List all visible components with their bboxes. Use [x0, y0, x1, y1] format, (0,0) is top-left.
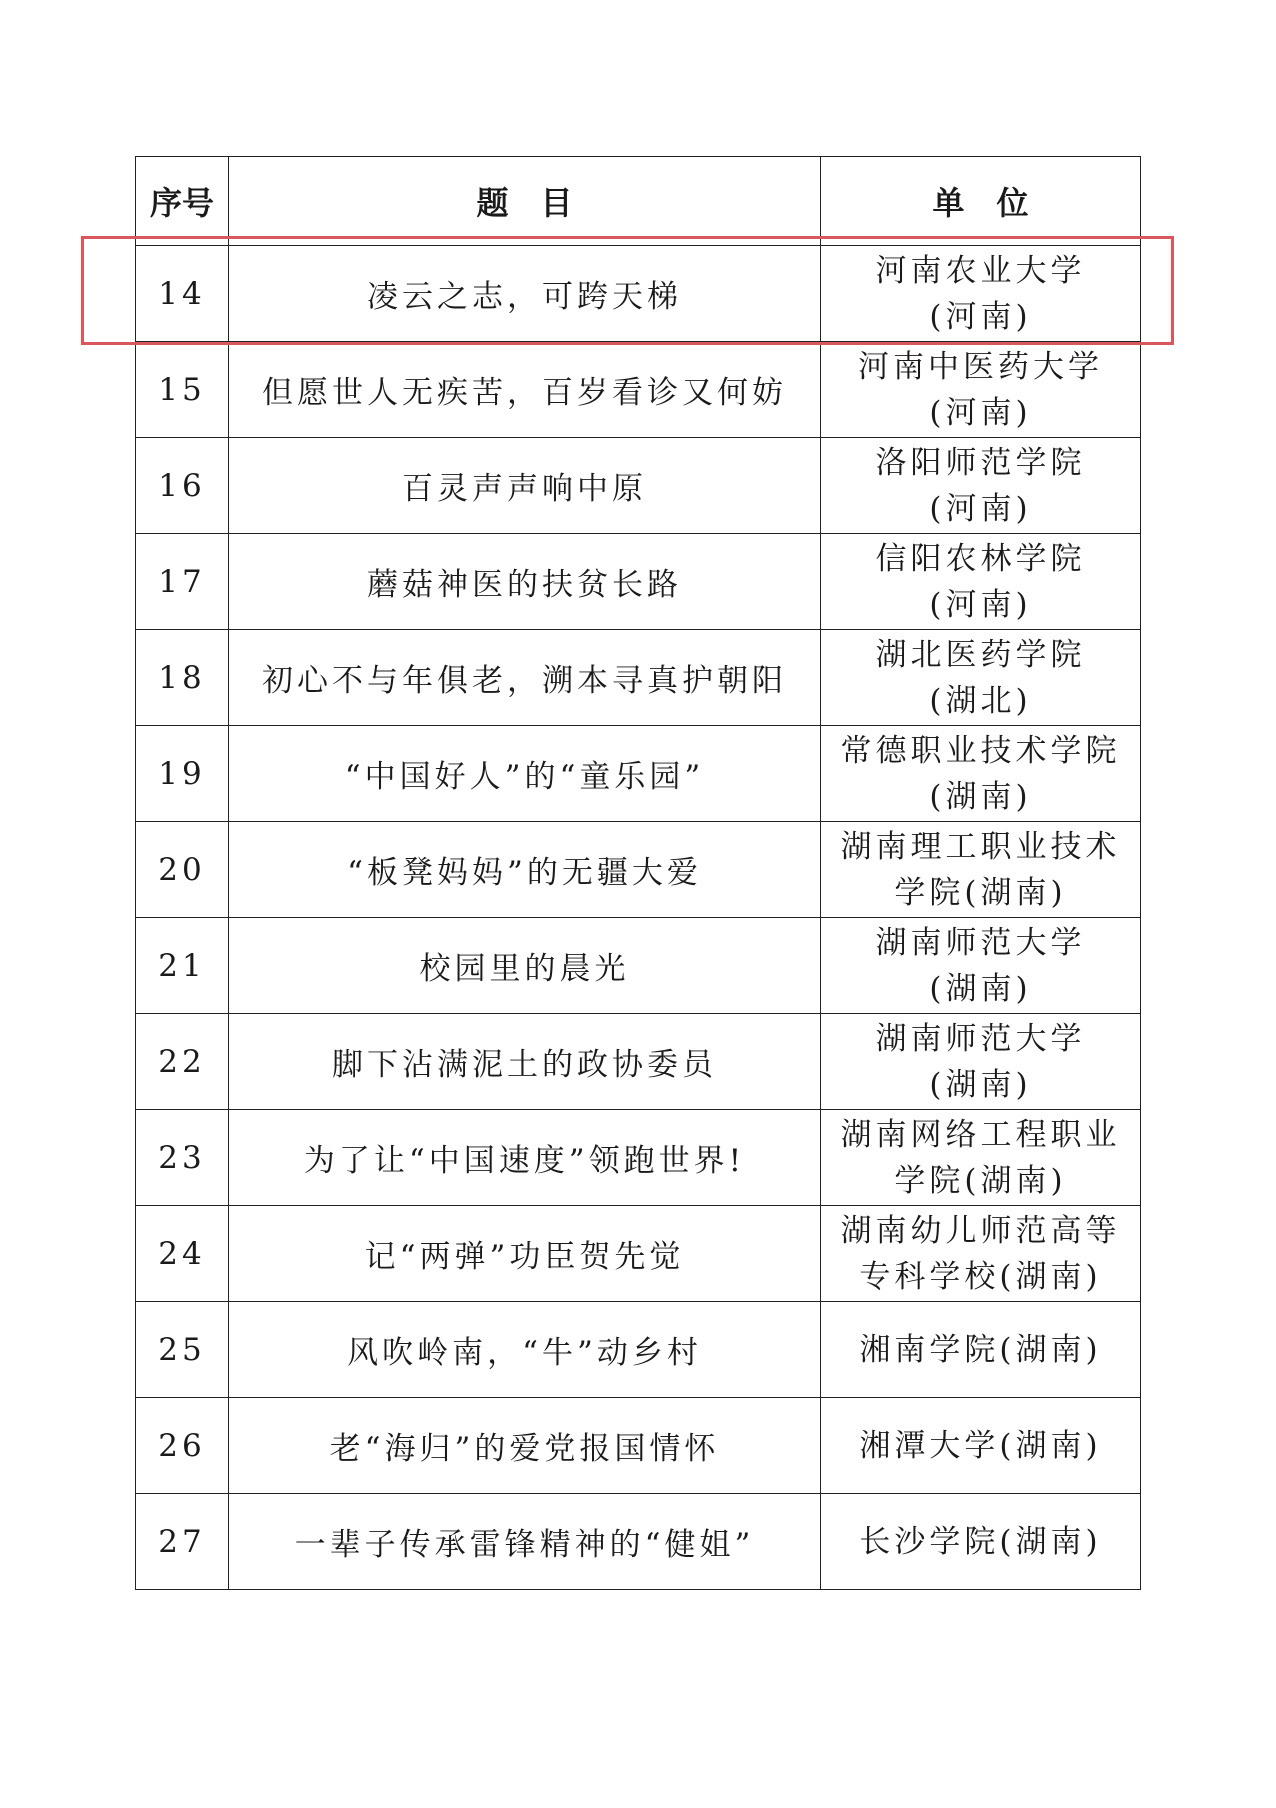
row-unit [821, 1014, 1141, 1110]
table-row [136, 438, 1141, 534]
unit-line: 湘潭大学(湖南) [859, 1427, 1102, 1464]
header-unit: 单 位 [821, 157, 1141, 246]
row-title: 风吹岭南，“牛”动乡村 [229, 1302, 821, 1398]
unit-line: 长沙学院(湖南) [859, 1523, 1102, 1560]
row-unit [821, 1494, 1141, 1590]
table-row [136, 1014, 1141, 1110]
table-row [136, 246, 1141, 342]
unit-line: (湖南) [929, 970, 1032, 1007]
row-title: 百灵声声响中原 [229, 438, 821, 534]
table-row [136, 1302, 1141, 1398]
row-title: 老“海归”的爱党报国情怀 [229, 1398, 821, 1494]
row-unit [821, 534, 1141, 630]
row-title: “板凳妈妈”的无疆大爱 [229, 822, 821, 918]
row-number: 14 [136, 246, 229, 342]
row-number: 20 [136, 822, 229, 918]
row-title: 校园里的晨光 [229, 918, 821, 1014]
table-row [136, 630, 1141, 726]
row-unit [821, 1398, 1141, 1494]
row-title: 初心不与年俱老，溯本寻真护朝阳 [229, 630, 821, 726]
unit-line: 河南农业大学 [875, 252, 1086, 289]
unit-line: 湖南师范大学 [875, 924, 1086, 961]
unit-line: 湖南理工职业技术 [840, 828, 1121, 865]
row-number: 27 [136, 1494, 229, 1590]
unit-line: 湖南师范大学 [875, 1020, 1086, 1057]
table-row [136, 822, 1141, 918]
unit-line: (河南) [929, 490, 1032, 527]
table-row [136, 342, 1141, 438]
table-header-row [136, 157, 1141, 246]
unit-line: (河南) [929, 586, 1032, 623]
table-row [136, 1206, 1141, 1302]
row-number: 15 [136, 342, 229, 438]
unit-line: 学院(湖南) [894, 1162, 1067, 1199]
table-row [136, 1494, 1141, 1590]
award-list-table [135, 156, 1141, 1590]
row-unit [821, 342, 1141, 438]
row-unit [821, 1206, 1141, 1302]
row-number: 22 [136, 1014, 229, 1110]
row-title: 凌云之志，可跨天梯 [229, 246, 821, 342]
row-number: 17 [136, 534, 229, 630]
row-unit [821, 438, 1141, 534]
unit-line: (湖南) [929, 1066, 1032, 1103]
unit-line: 学院(湖南) [894, 874, 1067, 911]
unit-line: 湖北医药学院 [875, 636, 1086, 673]
row-number: 19 [136, 726, 229, 822]
row-unit [821, 1302, 1141, 1398]
row-title: 为了让“中国速度”领跑世界! [229, 1110, 821, 1206]
row-number: 21 [136, 918, 229, 1014]
row-number: 25 [136, 1302, 229, 1398]
row-unit [821, 630, 1141, 726]
table-row [136, 726, 1141, 822]
row-title: 蘑菇神医的扶贫长路 [229, 534, 821, 630]
row-number: 24 [136, 1206, 229, 1302]
row-number: 23 [136, 1110, 229, 1206]
unit-line: (河南) [929, 394, 1032, 431]
unit-line: 专科学校(湖南) [859, 1258, 1102, 1295]
header-title: 题 目 [229, 157, 821, 246]
row-number: 26 [136, 1398, 229, 1494]
row-unit [821, 1110, 1141, 1206]
unit-line: 湖南网络工程职业 [840, 1116, 1121, 1153]
row-title: 脚下沾满泥土的政协委员 [229, 1014, 821, 1110]
row-title: 一辈子传承雷锋精神的“健姐” [229, 1494, 821, 1590]
table-row [136, 534, 1141, 630]
row-unit [821, 822, 1141, 918]
unit-line: (河南) [929, 298, 1032, 335]
row-title: 但愿世人无疾苦，百岁看诊又何妨 [229, 342, 821, 438]
row-number: 18 [136, 630, 229, 726]
row-unit [821, 726, 1141, 822]
row-number: 16 [136, 438, 229, 534]
table-row [136, 918, 1141, 1014]
table-row [136, 1110, 1141, 1206]
unit-line: 常德职业技术学院 [840, 732, 1121, 769]
row-title: 记“两弹”功臣贺先觉 [229, 1206, 821, 1302]
header-no: 序号 [136, 157, 229, 246]
row-unit [821, 246, 1141, 342]
table-row [136, 1398, 1141, 1494]
unit-line: (湖南) [929, 778, 1032, 815]
table-body [136, 246, 1141, 1590]
unit-line: 信阳农林学院 [875, 540, 1086, 577]
unit-line: (湖北) [929, 682, 1032, 719]
unit-line: 湘南学院(湖南) [859, 1331, 1102, 1368]
row-unit [821, 918, 1141, 1014]
unit-line: 河南中医药大学 [858, 348, 1103, 385]
row-title: “中国好人”的“童乐园” [229, 726, 821, 822]
unit-line: 洛阳师范学院 [875, 444, 1086, 481]
unit-line: 湖南幼儿师范高等 [840, 1212, 1121, 1249]
